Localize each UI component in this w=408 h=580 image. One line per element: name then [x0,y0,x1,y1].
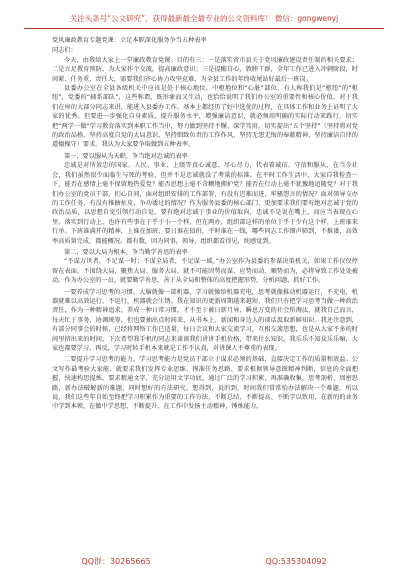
section-heading: 第一，要以服从为天职，争当绝对忠诚的表率 [64,152,188,160]
document-body [52,36,358,412]
qq-group-text: QQ群：30265665 [81,556,151,566]
paragraph: 今天，由我给大家上一堂廉政教育党课。目的有三：一是落实省市县关于党风廉政建设责任制的相关要求；二是立足教育预防，为大家作个交流，提高廉政意识；三是提醒自心，敦睦干群，全年工作已进入冲刺阶段，时间紧、任务重，责任大，需要我们齐心协力攻坚克难，为全县工作的年终收尾站好最后一班岗。 [52,56,358,83]
document-title: 党风廉政教育专题党课：立足本职深化服务争当五种表率 [52,37,207,44]
paragraph: 二要提升学习思考的能力。学习思考能力是党员干部立于谋求必须的基础，直接决定工作的质量和效益。公文写作最考验大家能，就要求我们发挥专业思维，摸准任务思路、要求根据领导意图精神判断，信息的全面把握，快速构思提炼，要求精通文字，充分运用文字功底，通过广泛的学习积累，再准确收集，思考剖析，周密思路，新办法破解新的难题，同时想好的方法研究，想得到，说的到，时间我们常常怕办法解决一个难题，所以说，我们这些年自始至终把学习积累作为重要的工作方法，不断总结、不断提高、不断学以致用、在新的的业务中学到本领，在做中学思想、不断提升，在工作中发扬主动精神，锤炼能力。 [52,356,358,411]
paragraph: “不谋万世者，不足谋一时；不谋全局者，不足谋一域。”办公室作为县委的参谋决策机关，如果工作仅仅停留在表面，不围绕大局，聚焦大局、服务大局，就不可能因势而谋、应势而动、顺势而为，必将导致工作处处被动。作为办公室的一员，就要勤学善思，善于从全局和整体的高度把握形势，分析问题、抓好工作。 [52,258,358,285]
paragraph: 一要养成学习思考的习惯。大脑就像一部机器，学习就像给机器充电，思考就像推动机器运行，不充电，机器就难以高效运行，不运行，机器就会生锈。我在知识的更新周期越来越短，我们只有把学习思考当做一种政治责任，作为一种精神追求，养成一种日常习惯，才不至于被日新月异、瞬息万变的社会所淘汰，就我自己而言，每天忙于事务，协调统筹，但也要抽出点时间来，从书本上、新闻和身边人的谈话汲取新鲜知识。我还注意到，有部分同事会的时候，已经将网络工作已适量，每日会议和大家交流学习，互相交流思想，也是从大家不多的时间里挤出来的时间，下次希望我手机的同志来谈谈我们讲讲手机价格，带来什么知识。我乐乐不知众乐乐嘛，大家也都要学习，再反，学习时转手机本来就是工作不认真，对讲课人不尊重的表现。 [52,288,358,352]
section-heading: 第二，要以大局为根本，争当勤学善思的表率 [64,248,188,256]
greeting: 同志们： [52,47,77,55]
promo-banner [24,10,384,29]
contact-footer [24,550,384,572]
paragraph: 县委办公室在全县各级机关中应该是处于核心地位，中枢地位和“心脏”部位，有人称我们是“枢纽”的“枢纽”，党委的“辅系部队”，这些称谓，既形象而又生动，也恰恰说明了我们办公室的重要性和核心价值。对于我们在座的大部分同志来讲，能进入县委办工作，基本上都经历了好中选优的过程，在具体工作和业务上证明了大家的优秀。但要进一步强化自身素质，提升服务水平，增强廉洁意识，就必须用明确的实际行动来践行，切实把“两学一做”学习教育落实到本职工作当中，努力做到坚持不懈、深学笃用，切实提出“五个坚持”（坚持将对党的政治品格、坚持高度自觉的大局意识、坚持细致负责的工作作风，坚持无怨无悔的奉献精神，坚持廉洁自律的道德操守）要求。我认为大家要争取做到五种表率。 [52,85,358,149]
banner-text: 关注头条号“公文研究”，获得最新最全最专业的公文资料库！ 微信：gongwenyj [69,14,339,23]
qq-text: QQ:535304092 [265,556,327,566]
paragraph: 忠诚是对所效忠的国家、人民、事业、上级等真心诚意、尽心尽力，代表着诚信、守信和服从，在当今社会，我们虽然很少面临生与死的考验，但并不是忠诚就没了考量的标准。在平时工作生活中，大家自我检查一下，能否在感情上毫不保留地热爱党？能否思想上毫不含糊地拥护党？能否在行动上毫不犹豫地追随党？对于我们办公室的党员干部，扪心自问，面对组织安排的工作部署，有没有迟难而进、牢骚怨言的情况？面对领导交办的工作任务，有没有推搪扯皮、争功诿过的情况？作为服务县委的核心部门，更加要求我们要有绝对忠诚于党的政治品质，以思想自觉引领行动自觉。要有绝对忠诚于事业的价值取向，忠诚不是说在嘴上，而应当表现在心里，落实到行动上，也许有些事在于乎于小一个样，但在两办，组织部这样的单位于乎于少有这个样，上班谁来行单。下班谁满开的精神，上谁在加班，要日谁在值班，平时谁在一线，哪些同志工作细声肺到，不推诿，高效率高质量完成，都能概况。都有数，因为同事，领导，组织都看得见，纯感觉到。 [52,162,358,245]
